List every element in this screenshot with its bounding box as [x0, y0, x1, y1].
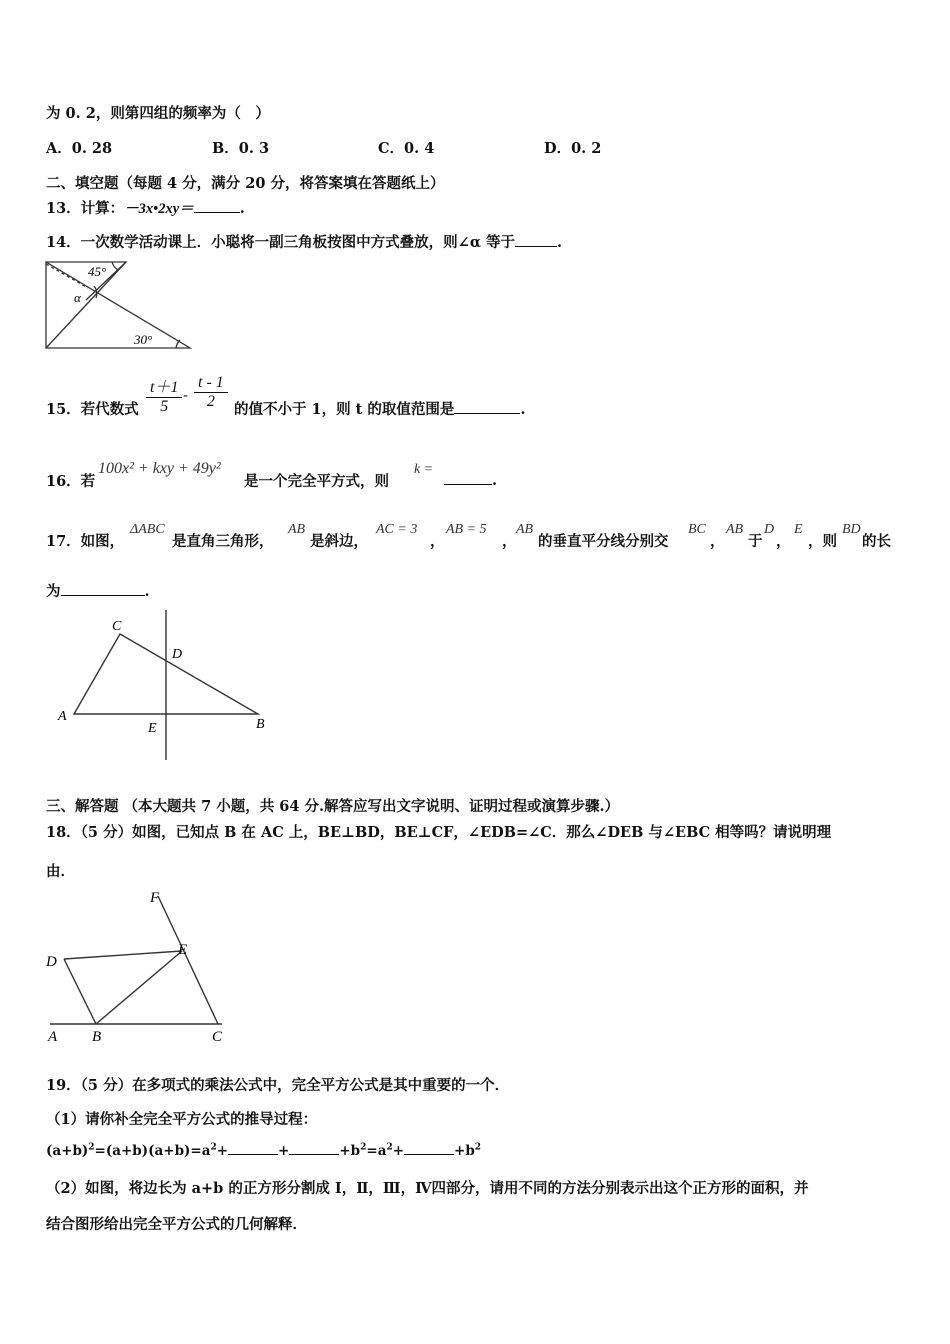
q14-text: 14．一次数学活动课上．小聪将一副三角板按图中方式叠放，则∠α 等于	[46, 234, 516, 251]
segment-fc	[158, 896, 218, 1024]
formula-part-f: =a	[366, 1143, 387, 1159]
q15-frac2-num: t - 1	[194, 374, 228, 393]
segment-be	[96, 951, 182, 1024]
label-30: 30°	[134, 332, 153, 347]
hypotenuse-45	[46, 262, 126, 348]
q17-ab1: AB	[288, 522, 306, 537]
q16-end: .	[492, 472, 498, 489]
q16-expr: 100x² + kxy + 49y²	[98, 460, 221, 477]
formula-sup-5: 2	[474, 1142, 482, 1153]
q15-frac2	[194, 374, 228, 411]
formula-part-b: =(a+b)(a+b)=a	[94, 1143, 211, 1159]
dashed-edge	[46, 264, 88, 288]
formula-sup-1: 2	[88, 1142, 95, 1153]
q16-var: k =	[414, 462, 434, 477]
option-b: B．0. 3	[212, 140, 270, 157]
q17-d: D	[764, 522, 775, 537]
q17-text5: 于	[748, 533, 763, 550]
q17-text2: 是直角三角形，	[172, 533, 274, 550]
q19-sub1: （1）请你补全完全平方公式的推导过程：	[46, 1111, 318, 1128]
q17-text7: 的长	[862, 533, 891, 550]
q16-answer-blank[interactable]	[444, 470, 492, 485]
section2-heading: 二、填空题（每题 4 分，满分 20 分，将答案填在答题纸上）	[46, 175, 445, 192]
q13-end: .	[239, 200, 245, 217]
formula-part-c: +	[216, 1143, 229, 1159]
triangle-45	[46, 262, 126, 300]
segment-de	[64, 951, 182, 959]
q17-text3: 是斜边，	[310, 533, 368, 550]
q13-answer-blank[interactable]	[194, 198, 240, 213]
q15-minus: -	[183, 388, 188, 404]
q16-tail	[444, 470, 497, 489]
label-a: A	[58, 709, 67, 724]
q17-ab-eq: AB = 5	[446, 522, 487, 537]
q17-ab2: AB	[516, 522, 534, 537]
label-c: C	[112, 619, 122, 634]
q17-comma3: ，	[710, 533, 725, 550]
label-e: E	[178, 942, 188, 958]
q17-triangle: ΔABC	[130, 522, 165, 537]
triangle-30-60	[46, 262, 190, 348]
q17-bc: BC	[688, 522, 706, 537]
q12-options	[46, 137, 906, 157]
formula-part-d: +	[278, 1143, 290, 1159]
q17-comma4: ，	[776, 533, 791, 550]
q17-ab3: AB	[726, 522, 744, 537]
formula-part-a: (a+b)	[46, 1143, 89, 1159]
q19-line1: 19．（5 分）在多项式的乘法公式中，完全平方公式是其中重要的一个．	[46, 1077, 510, 1094]
q16-prefix: 16．若	[46, 473, 96, 490]
formula-blank-3[interactable]	[404, 1140, 454, 1155]
q17-text1: 17．如图，	[46, 533, 125, 550]
q15-suffix: 的值不小于 1，则 t 的取值范围是	[234, 401, 455, 418]
formula-sup-2: 2	[210, 1142, 217, 1153]
q15-prefix: 15．若代数式	[46, 401, 139, 418]
label-45: 45°	[88, 264, 107, 279]
q14-figure	[40, 258, 200, 354]
q17-comma1: ，	[430, 533, 445, 550]
label-b: B	[256, 717, 265, 732]
q14-answer-blank[interactable]	[515, 232, 557, 247]
q15-frac1	[146, 374, 182, 416]
q17-line2	[46, 580, 150, 601]
q17-figure	[50, 608, 280, 762]
q15-frac1-num: t＋1	[146, 374, 182, 398]
label-c: C	[212, 1029, 223, 1045]
option-c: C．0. 4	[378, 140, 435, 157]
q17-answer-blank[interactable]	[61, 581, 145, 596]
q18-line2: 由．	[46, 863, 75, 880]
q18-line1: 18．（5 分）如图，已知点 B 在 AC 上，BE⊥BD，BE⊥CF，∠EDB=∠C．那么∠DEB 与∠EBC 相等吗？请说明理	[46, 824, 832, 841]
q13-prefix: 13．计算：	[46, 200, 125, 217]
option-d: D．0. 2	[544, 140, 602, 157]
q17-end: .	[144, 583, 150, 600]
segment-db	[64, 959, 96, 1024]
q17-text6: ，则	[808, 533, 837, 550]
q15-answer-blank[interactable]	[454, 399, 520, 414]
q19-sub2-line1: （2）如图，将边长为 a+b 的正方形分割成 I，Ⅱ，Ⅲ，Ⅳ四部分，请用不同的方法分别表示出这个正方形的面积，并	[46, 1180, 809, 1197]
q18-figure	[40, 884, 240, 1046]
q15-end: .	[520, 401, 526, 418]
q15-frac1-den: 5	[160, 398, 169, 415]
q12-tail: 为 0. 2，则第四组的频率为（ ）	[46, 105, 270, 122]
q17-comma2: ，	[502, 533, 517, 550]
label-a: A	[48, 1029, 58, 1045]
label-b: B	[92, 1029, 102, 1045]
q14-end: .	[557, 234, 563, 251]
label-alpha: α	[74, 290, 81, 305]
label-f: F	[150, 890, 160, 906]
formula-sup-3: 2	[360, 1142, 367, 1153]
formula-part-e: +b	[339, 1143, 361, 1159]
option-a: A．0. 28	[46, 140, 113, 157]
q13-expr: －3x•2xy＝	[124, 201, 194, 217]
formula-sup-4: 2	[386, 1142, 393, 1153]
label-d: D	[172, 647, 183, 662]
q16-middle: 是一个完全平方式，则	[244, 473, 389, 490]
q17-ac: AC = 3	[376, 522, 418, 537]
formula-part-g: +	[392, 1143, 405, 1159]
q13	[46, 197, 245, 218]
label-d: D	[46, 954, 57, 970]
formula-part-h: +b	[454, 1143, 475, 1159]
q15-frac2-den: 2	[206, 393, 215, 410]
formula-blank-1[interactable]	[228, 1140, 278, 1155]
section3-heading: 三、解答题 （本大题共 7 小题，共 64 分.解答应写出文字说明、证明过程或演算步骤.）	[46, 798, 620, 815]
q17-line2-text: 为	[46, 583, 61, 600]
formula-blank-2[interactable]	[289, 1140, 339, 1155]
q17-text4: 的垂直平分线分别交	[538, 533, 669, 550]
q14	[46, 231, 562, 252]
q17-e: E	[794, 522, 803, 537]
label-e: E	[148, 721, 157, 736]
q15-suffix-group	[234, 398, 526, 419]
q19-formula	[46, 1140, 481, 1159]
angle45-arc	[112, 262, 118, 270]
q19-sub2-line2: 结合图形给出完全平方公式的几何解释．	[46, 1216, 307, 1233]
q17-bd: BD	[842, 522, 861, 537]
